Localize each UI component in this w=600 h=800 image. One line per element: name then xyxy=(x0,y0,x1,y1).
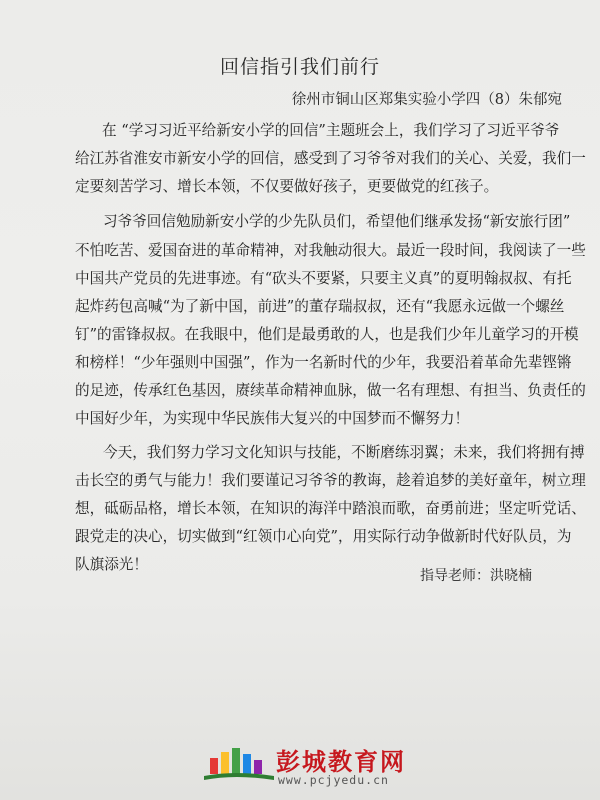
document-title: 回信指引我们前行 xyxy=(219,56,380,78)
body-line: 跟党走的决心，切实做到“红领巾心向党”，用实际行动争做新时代好队员，为 xyxy=(75,528,572,545)
body-line: 起炸药包高喊“为了新中国，前进”的董存瑞叔叔，还有“我愿永远做一个螺丝 xyxy=(75,298,565,315)
body-line: 钉”的雷锋叔叔。在我眼中，他们是最勇敢的人，也是我们少年儿童学习的开模 xyxy=(75,326,579,343)
body-line: 习爷爷回信勉励新安小学的少先队员们，希望他们继承发扬“新安旅行团” xyxy=(103,213,571,230)
body-line: 定要刻苦学习、增长本领，不仅要做好孩子，更要做党的红孩子。 xyxy=(75,178,499,195)
author-line: 徐州市铜山区郑集实验小学四（8）朱郁宛 xyxy=(291,92,562,108)
body-line: 和榜样！“少年强则中国强”，作为一名新时代的少年，我要沿着革命先辈铿锵 xyxy=(75,354,572,371)
body-line: 中国好少年，为实现中华民族伟大复兴的中国梦而不懈努力！ xyxy=(75,410,470,427)
body-line: 击长空的勇气与能力！我们要谨记习爷爷的教诲，趁着追梦的美好童年，树立理 xyxy=(75,472,586,489)
body-line: 在 “学习习近平给新安小学的回信”主题班会上，我们学习了习近平爷爷 xyxy=(102,122,560,139)
body-line: 给江苏省淮安市新安小学的回信，感受到了习爷爷对我们的关心、关爱，我们一 xyxy=(75,150,586,167)
body-line: 队旗添光！ xyxy=(75,556,148,573)
body-line: 今天，我们努力学习文化知识与技能，不断磨练羽翼；未来，我们将拥有搏 xyxy=(103,444,585,461)
watermark-brand: 彭城教育网 xyxy=(276,748,406,776)
watermark-url: www.pcjyedu.cn xyxy=(278,773,389,787)
colorful-book-logo-icon xyxy=(190,740,280,786)
body-line: 不怕吃苦、爱国奋进的革命精神，对我触动很大。最近一段时间，我阅读了一些 xyxy=(75,242,586,259)
body-line: 想，砥砺品格，增长本领，在知识的海洋中踏浪而歌，奋勇前进；坚定听党话、 xyxy=(75,500,586,517)
body-line: 中国共产党员的先进事迹。有“砍头不要紧，只要主义真”的夏明翰叔叔、有托 xyxy=(75,270,572,287)
advisor-signature: 指导老师：洪晓楠 xyxy=(420,568,532,584)
body-line: 的足迹，传承红色基因，赓续革命精神血脉，做一名有理想、有担当、负责任的 xyxy=(75,382,586,399)
